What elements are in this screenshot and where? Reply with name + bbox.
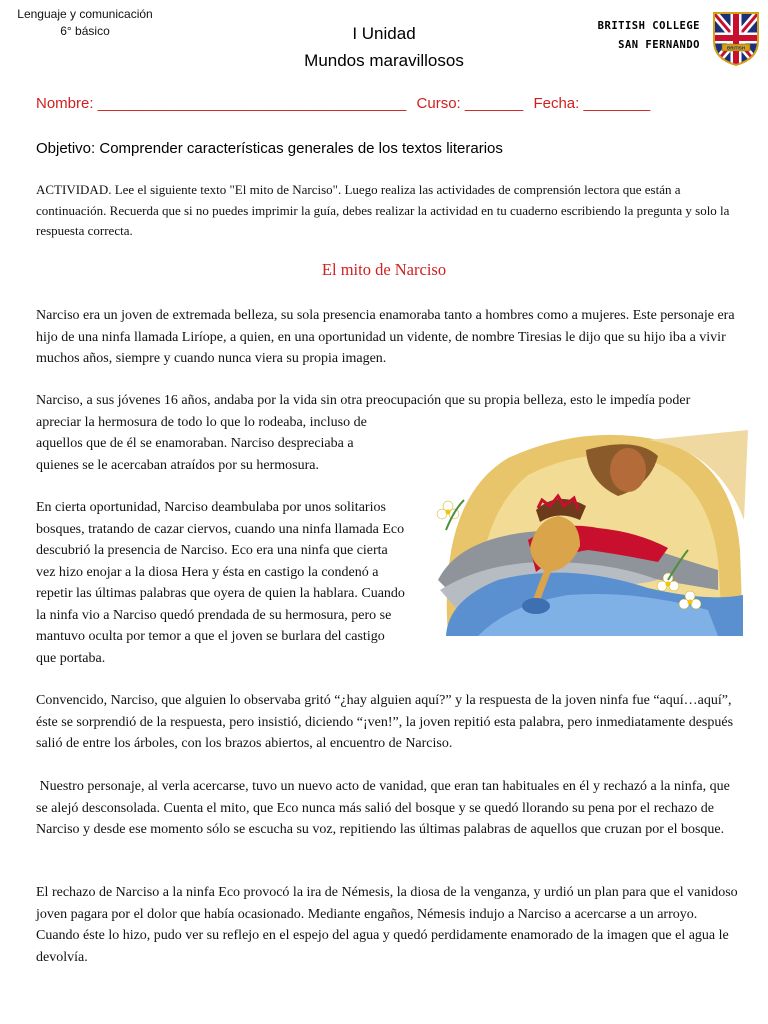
activity-instructions: ACTIVIDAD. Lee el siguiente texto "El mito de Narciso". Luego realiza las actividades de comprensión lectora que están a continuación. Recuerda que si no puedes imprimir la guía, debes realizar la actividad en tu cuaderno escribiendo la pregunta y solo la respuesta correcta. <box>36 182 730 238</box>
narcissus-illustration <box>418 430 748 636</box>
nombre-field[interactable]: Nombre: _____________________________________ <box>36 95 407 112</box>
story-paragraph-4: Convencido, Narciso, que alguien lo observaba gritó “¿hay alguien aquí?” y la respuesta de la joven ninfa fue “aquí…aquí”, éste se sorprendió de la respuesta, pero insistió, diciendo “¡ven!”, la joven repitió esta palabra, pero inmediatamente después salió de entre los árboles, con los brazos abiertos, al encuentro de Narciso. <box>36 693 734 751</box>
unit-label: I Unidad <box>352 24 416 43</box>
crest-banner-text: BRITISH <box>727 45 745 51</box>
story-title: El mito de Narciso <box>321 260 447 279</box>
story-paragraph-2-first-line: Narciso, a sus jóvenes 16 años, andaba por la vida sin otra preocupación que su propia belleza, esto le impedía poder <box>36 393 691 408</box>
unit-title: Mundos maravillosos <box>304 51 464 70</box>
story-paragraph-6: El rechazo de Narciso a la ninfa Eco provocó la ira de Némesis, la diosa de la venganza, y urdió un plan para que el vanidoso joven pagara por el dolor que había ocasionado. Mediante engaños, Némesis indujo a Narciso a acercarse a un arroyo. Cuando éste lo hizo, pudo ver su reflejo en el espejo del agua y quedó perdidamente enamorado de la imagen que el agua le devolvía. <box>36 885 738 965</box>
story-paragraph-3: En cierta oportunidad, Narciso deambulaba por unos solitarios bosques, tratando de cazar ciervos, cuando una ninfa llamada Eco descubrió la presencia de Narciso. Eco era una ninfa que cierta vez hizo enojar a la diosa Hera y ésta en castigo la condenó a repetir las últimas palabras que oyera de quien la hablara. Cuando la ninfa vio a Narciso quedó prendada de su hermosura, pero se mantuvo oculta por temor a que el joven se burlara del castigo que portaba. <box>36 500 405 666</box>
school-crest-icon <box>712 11 760 67</box>
objective <box>36 140 736 157</box>
student-info-fields <box>36 95 736 112</box>
grade-label: 6° básico <box>60 24 110 38</box>
fecha-field[interactable]: Fecha: ________ <box>533 95 651 112</box>
school-name-line2: SAN FERNANDO <box>618 39 700 51</box>
story-paragraph-2-rest: apreciar la hermosura de todo lo que lo rodeaba, incluso de aquellos que de él se enamoraban. Narciso despreciaba a quienes se le acercaban atraídos por su hermosura. <box>36 414 367 473</box>
objective-text: Comprender características generales de los textos literarios <box>99 140 503 157</box>
subject-label: Lenguaje y comunicación <box>17 7 153 21</box>
school-name <box>598 17 700 55</box>
story-paragraph-1: Narciso era un joven de extremada belleza, su sola presencia enamoraba tanto a hombres como a mujeres. Este personaje era hijo de una ninfa llamada Liríope, a quien, en una oportunidad un vidente, de nombre Tiresias le dijo que su hijo iba a vivir muchos años, siempre y cuando nunca viera su propia imagen. <box>36 308 735 366</box>
school-name-line1: BRITISH COLLEGE <box>597 20 700 32</box>
story-paragraph-5: Nuestro personaje, al verla acercarse, tuvo un nuevo acto de vanidad, que eran tan habituales en él y rechazó a la ninfa, que se alejó desconsolada. Cuenta el mito, que Eco nunca más salió del bosque y se quedó llorando su pena por el rechazo de Narciso y desde ese momento sólo se escucha su voz, repitiendo las últimas palabras de aquellos que cruzan por el bosque. <box>36 779 734 837</box>
objective-label: Objetivo: <box>36 140 96 157</box>
curso-field[interactable]: Curso: _______ <box>416 95 524 112</box>
